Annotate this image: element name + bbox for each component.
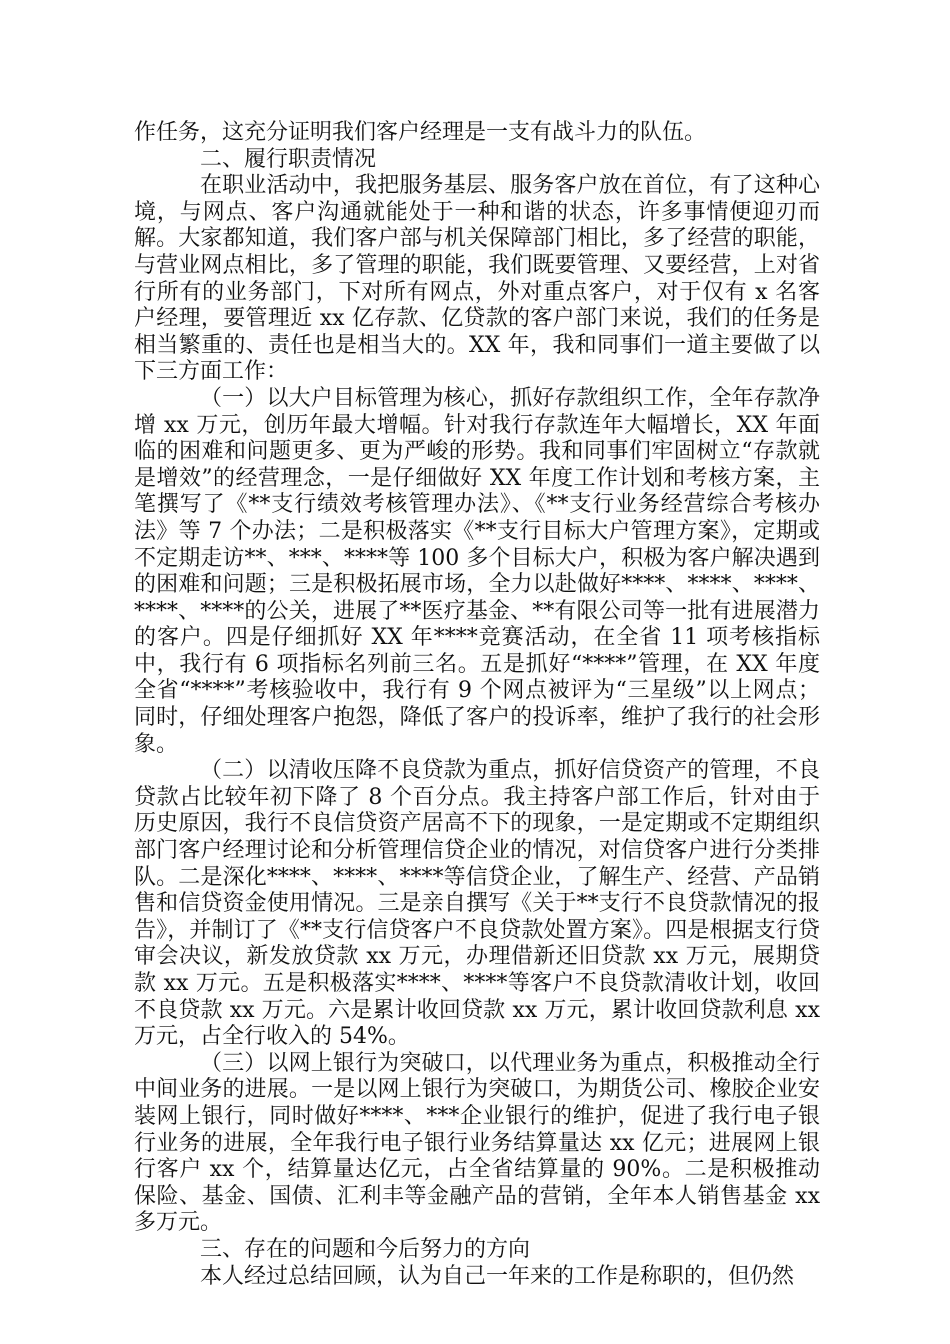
paragraph-self-review: 本人经过总结回顾，认为自己一年来的工作是称职的，但仍然: [200, 1263, 795, 1289]
paragraph-duties-intro: 在职业活动中，我把服务基层、服务客户放在首位，有了这种心境，与网点、客户沟通就能处于一种和谐的状态，许多事情便迎刃而解。大家都知道，我们客户部与机关保障部门相比，多了经营的职能，与营业网点相比，多了管理的职能，我们既要管理、又要经营，上对省行所有的业务部门，下对所有网点，外对重点客户，对于仅有 x 名客户经理，要管理近 xx 亿存款、亿贷款的客户部门来说，我们的任务是相当繁重的、责任也是相当大的。XX 年，我和同事们一道主要做了以下三方面工作：: [134, 173, 820, 385]
paragraph-intermediate-business: （三）以网上银行为突破口，以代理业务为重点，积极推动全行中间业务的进展。一是以网上银行为突破口，为期货公司、橡胶企业安装网上银行，同时做好****、***企业银行的维护，促进了我行电子银行业务的进展，全年我行电子银行业务结算量达 xx 亿元；进展网上银行客户 xx 个，结算量达亿元，占全省结算量的 90%。二是积极推动保险、基金、国债、汇利丰等金融产品的营销，全年本人销售基金 xx 多万元。: [134, 1050, 820, 1236]
paragraph-continuation: 作任务，这充分证明我们客户经理是一支有战斗力的队伍。: [134, 120, 707, 145]
section-heading-problems: 三、存在的问题和今后努力的方向: [200, 1236, 531, 1262]
paragraph-loan-work: （二）以清收压降不良贷款为重点，抓好信贷资产的管理，不良贷款占比较年初下降了 8 个百分点。我主持客户部工作后，针对由于历史原因，我行不良信贷资产居高不下的现象，一是定期或不定期组织部门客户经理讨论和分析管理信贷企业的情况，对信贷客户进行分类排队。二是深化****、****、****等信贷企业，了解生产、经营、产品销售和信贷资金使用情况。三是亲自撰写《关于**支行不良贷款情况的报告》，并制订了《**支行信贷客户不良贷款处置方案》。四是根据支行贷审会决议，新发放贷款 xx 万元，办理借新还旧贷款 xx 万元，展期贷款 xx 万元。五是积极落实****、****等客户不良贷款清收计划，收回不良贷款 xx 万元。六是累计收回贷款 xx 万元，累计收回贷款利息 xx 万元，占全行收入的 54%。: [134, 758, 820, 1050]
document-body: [134, 120, 820, 1290]
paragraph-deposit-work: （一）以大户目标管理为核心，抓好存款组织工作，全年存款净增 xx 万元，创历年最大增幅。针对我行存款连年大幅增长，XX 年面临的困难和问题更多、更为严峻的形势。我和同事们牢固树立“存款就是增效”的经营理念，一是仔细做好 XX 年度工作计划和考核方案，主笔撰写了《**支行绩效考核管理办法》、《**支行业务经营综合考核办法》等 7 个办法；二是积极落实《**支行目标大户管理方案》，定期或不定期走访**、***、****等 100 多个目标大户，积极为客户解决遇到的困难和问题；三是积极拓展市场，全力以赴做好****、****、****、****、****的公关，进展了**医疗基金、**有限公司等一批有进展潜力的客户。四是仔细抓好 XX 年****竞赛活动，在全省 11 项考核指标中，我行有 6 项指标名列前三名。五是抓好“****”管理，在 XX 年度全省“****”考核验收中，我行有 9 个网点被评为“三星级”以上网点；同时，仔细处理客户抱怨，降低了客户的投诉率，维护了我行的社会形象。: [134, 385, 820, 757]
section-heading-duties: 二、履行职责情况: [200, 146, 377, 172]
